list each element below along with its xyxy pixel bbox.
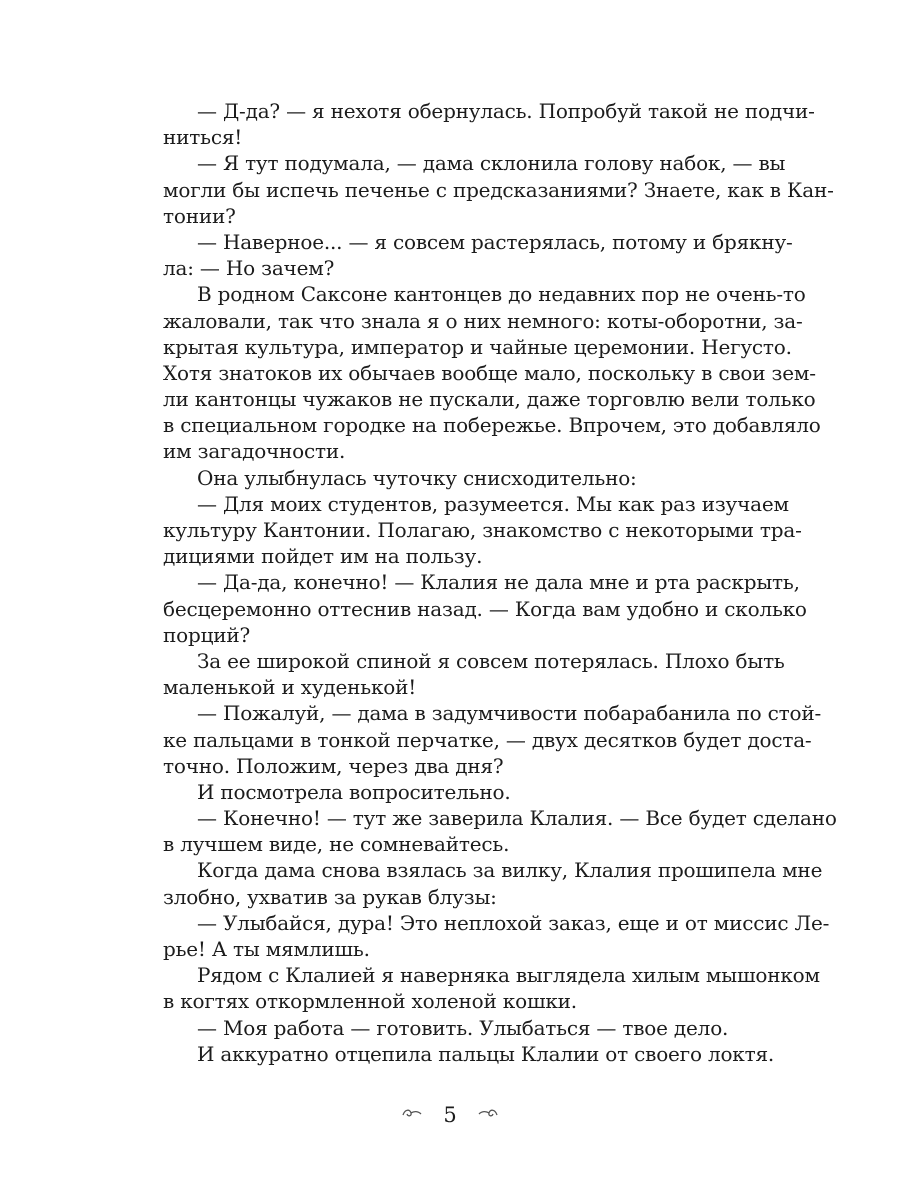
text-line: ниться! (163, 125, 243, 150)
text-line: дициями пойдет им на пользу. (163, 544, 483, 569)
text-line: точно. Положим, через два дня? (163, 753, 504, 778)
text-line: злобно, ухватив за рукав блузы: (163, 884, 497, 909)
text-line: в специальном городке на побережье. Впрочем, это добавляло (163, 413, 821, 438)
page-footer (0, 1098, 900, 1130)
text-line: В родном Саксоне кантонцев до недавних пор не очень-то (197, 282, 806, 307)
text-line: рье! А ты мямлишь. (163, 937, 370, 961)
text-line: маленькой и худенькой! (163, 675, 417, 700)
flourish-left-icon (401, 1100, 423, 1130)
text-line: тонии? (163, 203, 236, 228)
text-line: Она улыбнулась чуточку снисходительно: (197, 465, 637, 490)
text-line: — Да-да, конечно! — Клалия не дала мне и рта раскрыть, (197, 570, 800, 595)
text-line: ла: — Но зачем? (163, 256, 335, 281)
text-line: — Конечно! — тут же заверила Клалия. — Все будет сделано (197, 806, 837, 831)
page-body (163, 98, 837, 1067)
text-block (163, 98, 837, 1067)
text-line: в когтях откормленной холеной кошки. (163, 989, 577, 1014)
text-line: бесцеремонно оттеснив назад. — Когда вам удобно и сколько (163, 596, 807, 621)
text-line: — Улыбайся, дура! Это неплохой заказ, еще и от миссис Ле- (197, 910, 830, 935)
text-line: культуру Кантонии. Полагаю, знакомство с некоторыми тра- (163, 518, 802, 542)
text-line: — Для моих студентов, разумеется. Мы как раз изучаем (197, 491, 789, 516)
text-line: в лучшем виде, не сомневайтесь. (163, 832, 510, 857)
text-line: Когда дама снова взялась за вилку, Клалия прошипела мне (197, 858, 823, 883)
text-line: — Моя работа — готовить. Улыбаться — твое дело. (197, 1015, 729, 1040)
text-line: ли кантонцы чужаков не пускали, даже торговлю вели только (163, 387, 816, 412)
text-line: порций? (163, 622, 251, 647)
text-line: крытая культура, император и чайные церемонии. Негусто. (163, 334, 792, 359)
text-line: И аккуратно отцепила пальцы Клалии от своего локтя. (197, 1041, 775, 1066)
text-line: Рядом с Клалией я наверняка выглядела хилым мышонком (197, 963, 820, 988)
page-number: 5 (443, 1102, 457, 1127)
text-line: — Наверное... — я совсем растерялась, потому и брякну- (197, 229, 793, 254)
text-line: ке пальцами в тонкой перчатке, — двух десятков будет доста- (163, 727, 812, 752)
text-line: За ее широкой спиной я совсем потерялась. Плохо быть (197, 648, 785, 673)
flourish-right-icon (477, 1100, 499, 1130)
text-line: — Пожалуй, — дама в задумчивости побарабанила по стой- (197, 701, 822, 726)
text-line: Хотя знатоков их обычаев вообще мало, поскольку в свои зем- (163, 360, 816, 385)
text-line: — Я тут подумала, — дама склонила голову набок, — вы (197, 151, 786, 176)
text-line: могли бы испечь печенье с предсказаниями? Знаете, как в Кан- (163, 177, 834, 202)
text-line: им загадочности. (163, 439, 346, 464)
text-line: жаловали, так что знала я о них немного: коты-оборотни, за- (163, 308, 803, 333)
text-line: И посмотрела вопросительно. (197, 779, 511, 804)
text-line: — Д-да? — я нехотя обернулась. Попробуй такой не подчи- (197, 99, 815, 123)
